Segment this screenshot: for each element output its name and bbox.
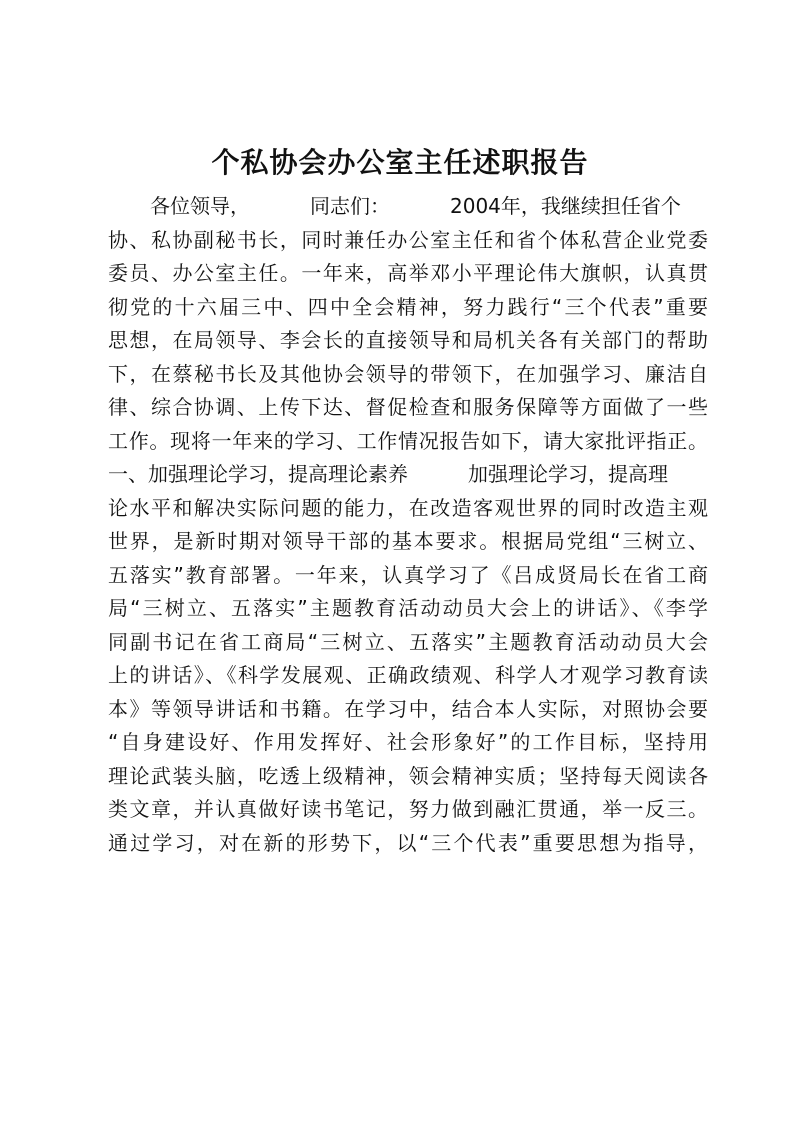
- body-line-20: 通过学习，对在新的形势下，以“三个代表”重要思想为指导，: [108, 830, 708, 855]
- body-line-7: 律、综合协调、上传下达、督促检查和服务保障等方面做了一些: [108, 395, 708, 419]
- body-line-15: 上的讲话》、《科学发展观、正确政绩观、科学人才观学习教育读: [108, 663, 708, 687]
- section-heading-1: 一、加强理论学习，提高理论素养: [108, 462, 408, 486]
- body-line-18: 理论武装头脑，吃透上级精神，领会精神实质；坚持每天阅读各: [108, 763, 708, 788]
- body-line-10: 论水平和解决实际问题的能力，在改造客观世界的同时改造主观: [108, 495, 708, 520]
- body-line-8: 工作。现将一年来的学习、工作情况报告如下，请大家批评指正。: [108, 428, 708, 453]
- body-line-14: 同副书记在省工商局“三树立、五落实”主题教育活动动员大会: [108, 629, 708, 654]
- body-line-3: 委员、办公室主任。一年来，高举邓小平理论伟大旗帜，认真贯: [108, 261, 708, 285]
- body-text: 加强理论学习，提高理: [468, 462, 668, 486]
- body-line-16: 本》等领导讲话和书籍。在学习中，结合本人实际，对照协会要: [108, 696, 708, 721]
- body-line-11: 世界，是新时期对领导干部的基本要求。根据局党组“三树立、: [108, 529, 708, 553]
- document-body: [108, 190, 708, 860]
- body-line-2: 协、私协副秘书长，同时兼任办公室主任和省个体私营企业党委: [108, 227, 708, 252]
- body-line-13: 局“三树立、五落实”主题教育活动动员大会上的讲话》、《李学: [108, 596, 708, 620]
- body-line-6: 下，在蔡秘书长及其他协会领导的带领下，在加强学习、廉洁自: [108, 361, 708, 386]
- body-line-1: [108, 190, 708, 224]
- body-line-12: 五落实”教育部署。一年来，认真学习了《吕成贤局长在省工商: [108, 562, 708, 587]
- body-line-9: [108, 458, 708, 492]
- body-line-17: “自身建设好、作用发挥好、社会形象好”的工作目标，坚持用: [108, 730, 708, 754]
- salutation-leaders: 各位领导，: [150, 194, 250, 218]
- body-line-4: 彻党的十六届三中、四中全会精神，努力践行“三个代表”重要: [108, 294, 708, 319]
- body-line-19: 类文章，并认真做好读书笔记，努力做到融汇贯通，举一反三。: [108, 797, 708, 821]
- document-title: 个私协会办公室主任述职报告: [211, 146, 589, 179]
- salutation-comrades: 同志们：: [310, 194, 390, 218]
- body-text: 2004年，我继续担任省个: [450, 194, 681, 218]
- body-line-5: 思想，在局领导、李会长的直接领导和局机关各有关部门的帮助: [108, 328, 708, 352]
